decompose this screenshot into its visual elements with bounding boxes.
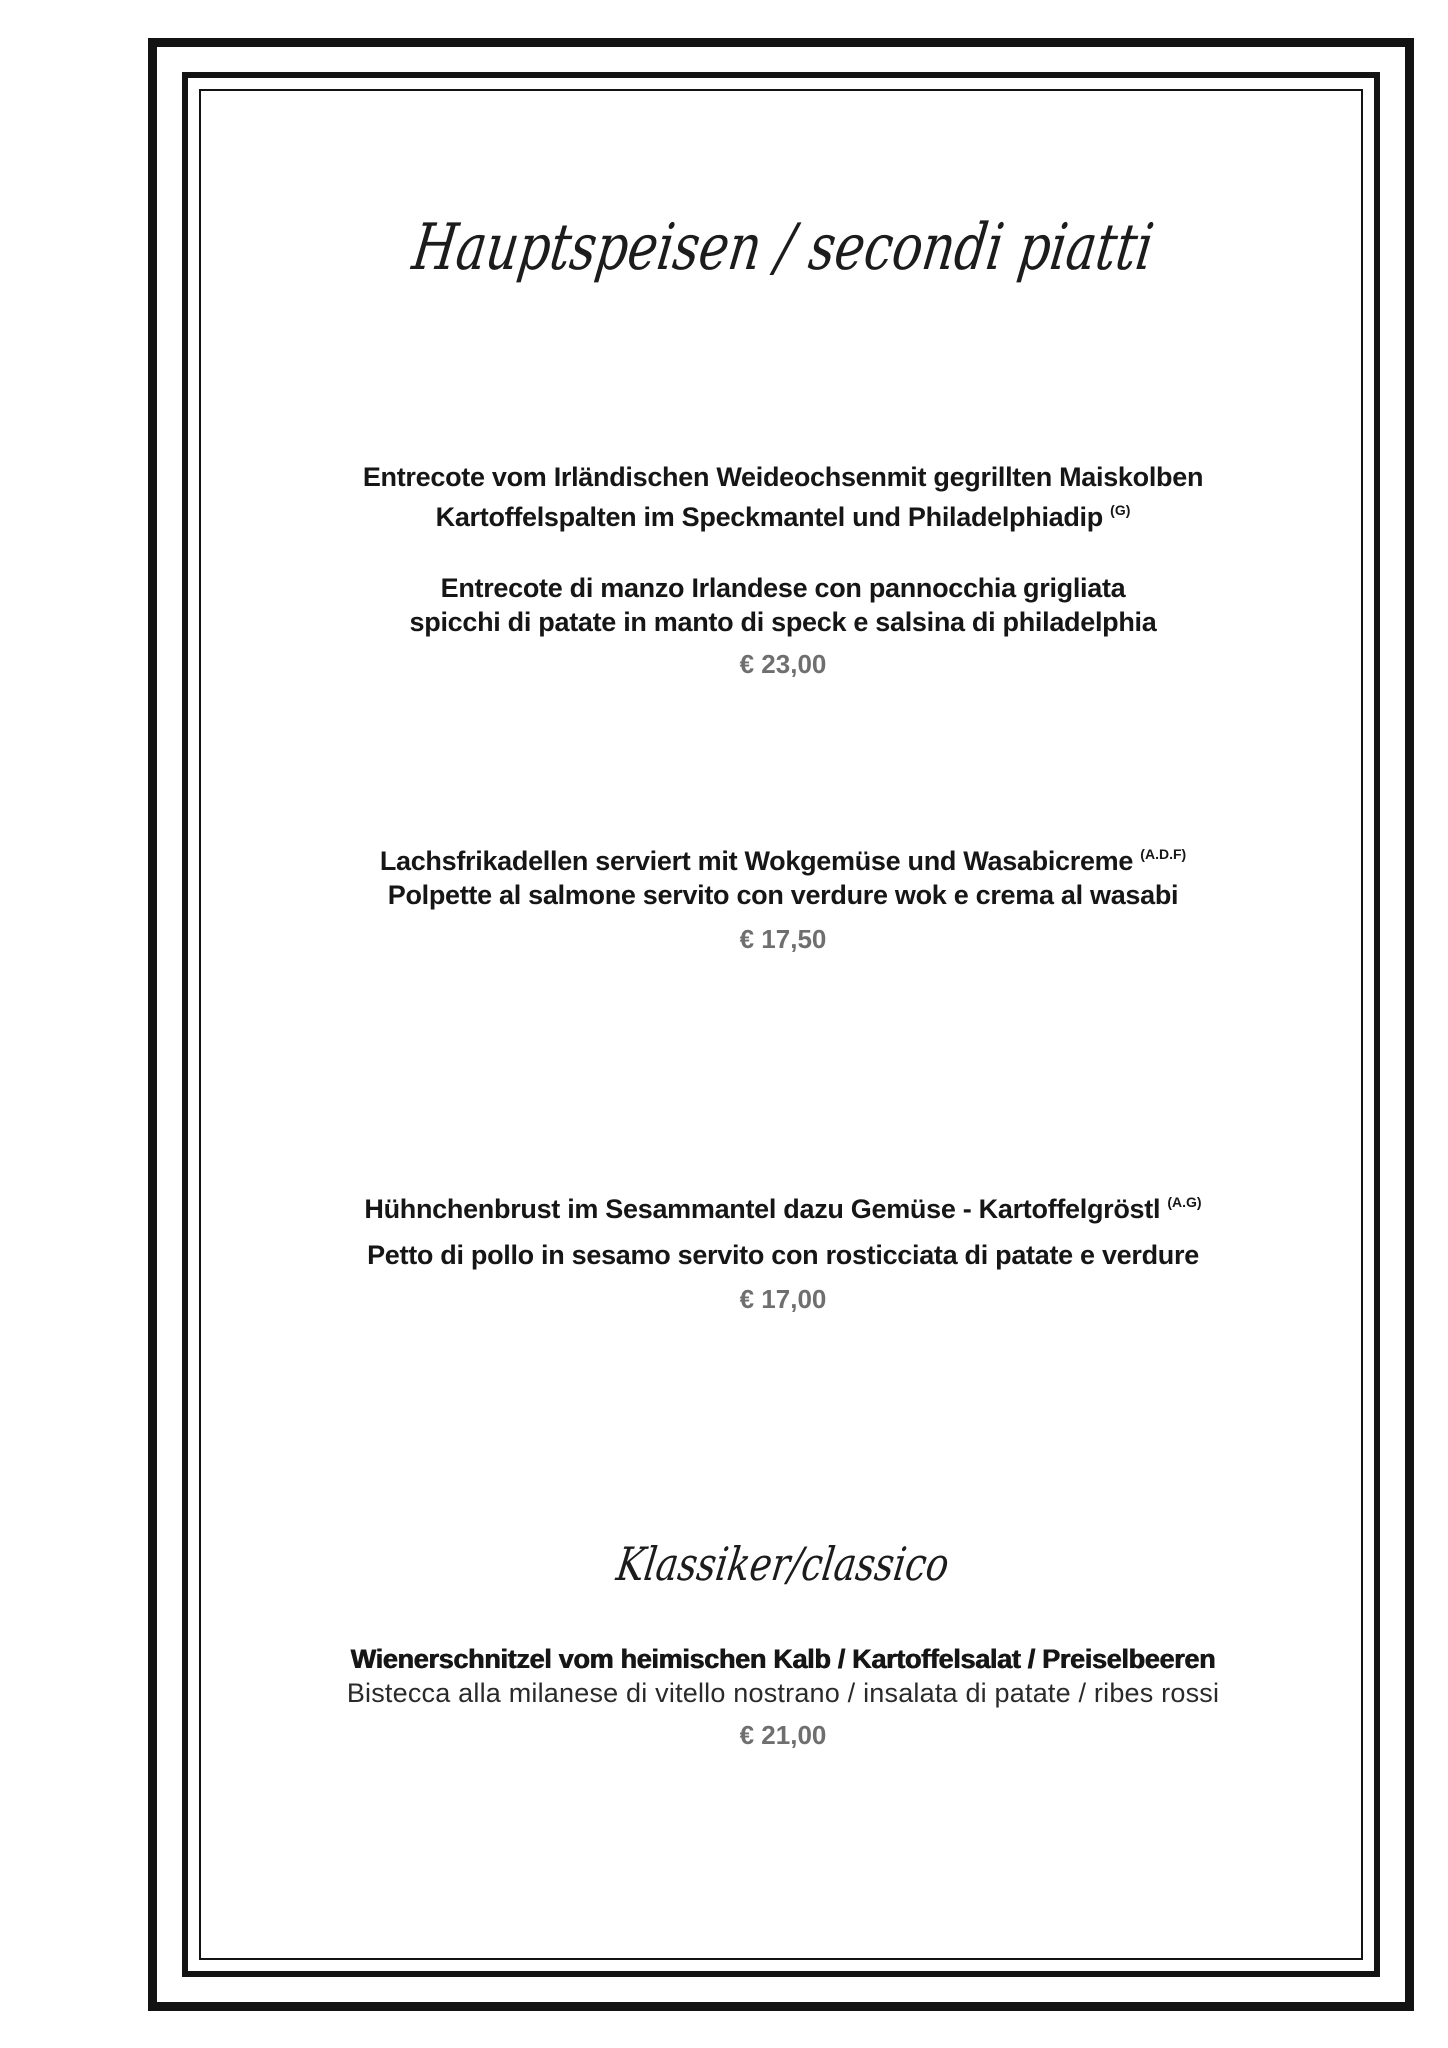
item-it-line1: Entrecote di manzo Irlandese con pannocchia grigliata: [440, 573, 1126, 603]
menu-item-lachsfrikadellen: [202, 838, 1364, 954]
menu-item-entrecote: [202, 460, 1364, 679]
item-price: € 21,00: [739, 1720, 827, 1750]
item-name-de: [202, 1642, 1364, 1676]
item-name-it: [202, 571, 1364, 639]
item-it-line1: Bistecca alla milanese di vitello nostrano / insalata di patate / ribes rossi: [346, 1678, 1220, 1708]
allergen-code: (G): [1110, 502, 1131, 518]
allergen-code: (A.G): [1167, 1194, 1202, 1210]
item-name-it: [202, 878, 1364, 912]
item-de-line2: Kartoffelspalten im Speckmantel und Philadelphiadip: [435, 502, 1103, 532]
item-name-de: [202, 460, 1364, 534]
section-heading-klassiker: Klassiker/classico: [613, 1537, 953, 1591]
item-name-it: [202, 1676, 1364, 1710]
item-de-line1: Lachsfrikadellen serviert mit Wokgemüse und Wasabicreme: [379, 846, 1134, 876]
menu-item-wienerschnitzel: [202, 1642, 1364, 1750]
item-it-line2: spicchi di patate in manto di speck e salsina di philadelphia: [409, 607, 1157, 637]
allergen-code: (A.D.F): [1140, 846, 1187, 862]
menu-item-huehnchenbrust: [202, 1186, 1364, 1314]
item-name-de: [202, 1186, 1364, 1226]
item-it-line1: Polpette al salmone servito con verdure wok e crema al wasabi: [387, 880, 1179, 910]
item-it-line1: Petto di pollo in sesamo servito con rosticciata di patate e verdure: [367, 1240, 1199, 1270]
item-price: € 23,00: [739, 649, 827, 679]
item-name-it: [202, 1238, 1364, 1272]
item-name-de: [202, 838, 1364, 878]
item-price: € 17,00: [739, 1284, 827, 1314]
item-price: € 17,50: [739, 924, 827, 954]
page-title: Hauptspeisen / secondi piatti: [408, 211, 1158, 285]
item-de-line1: Wienerschnitzel vom heimischen Kalb / Kartoffelsalat / Preiselbeeren: [350, 1644, 1216, 1674]
item-de-line1: Hühnchenbrust im Sesammantel dazu Gemüse - Kartoffelgröstl: [364, 1194, 1161, 1224]
item-de-line1: Entrecote vom Irländischen Weideochsenmit gegrillten Maiskolben: [362, 462, 1204, 492]
